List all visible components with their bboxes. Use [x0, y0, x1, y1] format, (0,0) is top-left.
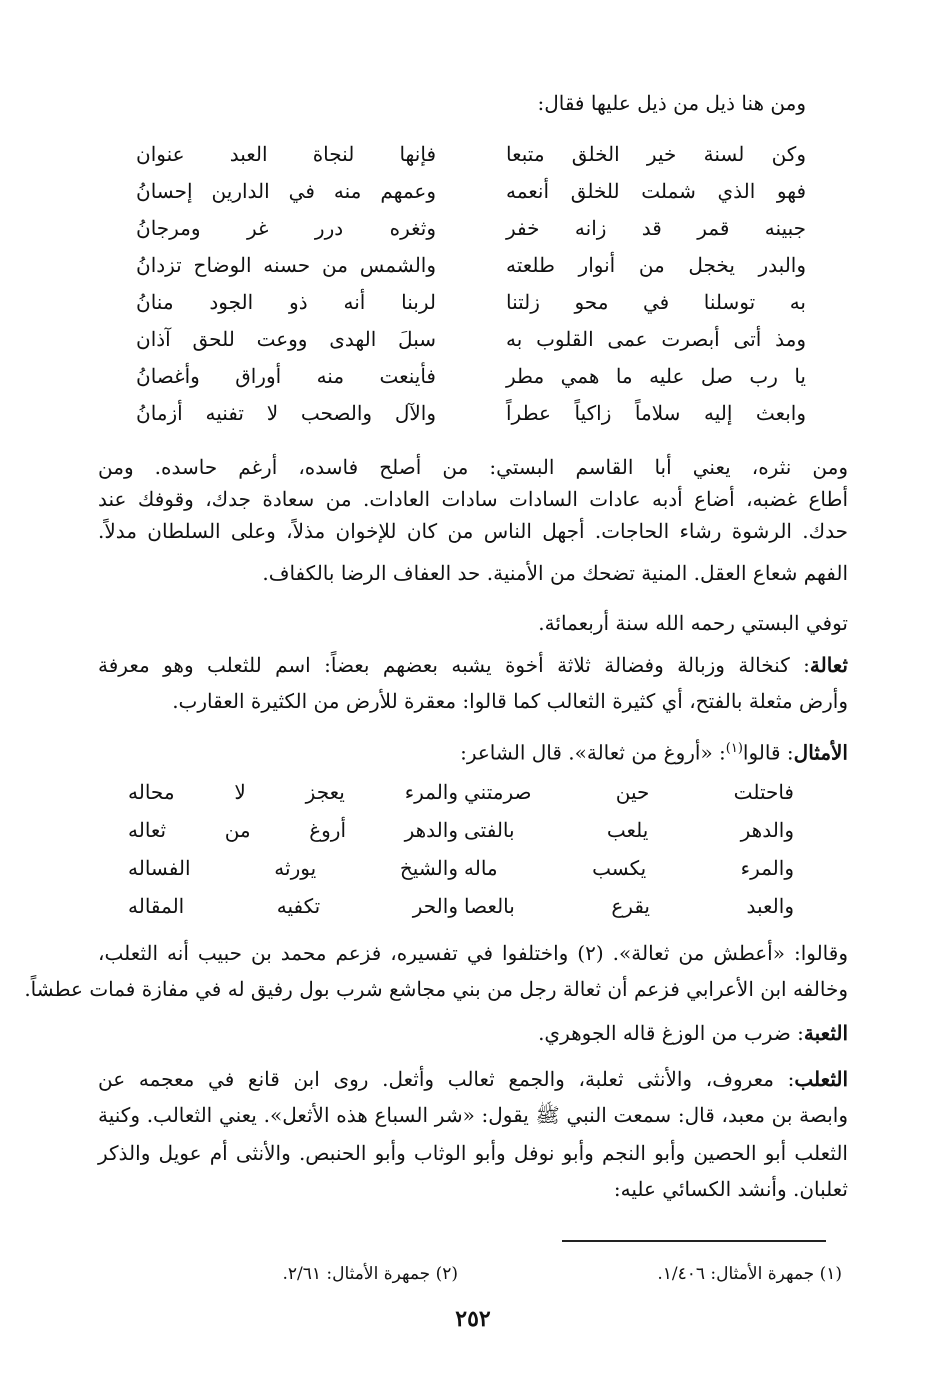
poem1-verse [136, 360, 806, 392]
poem2-hemistich-right: فاحتلت حين صرمتني [464, 780, 794, 804]
poem1-hemistich-right: وابعث إليه سلاماً زاكياً عطراً [506, 401, 806, 425]
poem1-hemistich-right: فهو الذي شملت للخلق أنعمه [506, 179, 806, 203]
poem2-hemistich-right: والمرء يكسب ماله [464, 856, 794, 880]
entry-thuala-line: وأرض مثعلة بالفتح، أي كثيرة الثعالب كما قالوا: معقرة للأرض من الكثيرة العقارب. [172, 689, 848, 713]
paragraph-line: ومن نثره، يعني أبا القاسم البستي: من أصلح فاسده، أرغم حاسده. ومن [98, 455, 848, 479]
entry-headword: ثعالة [809, 653, 848, 677]
poem1-verse [136, 175, 806, 207]
poem2-verse [128, 890, 794, 922]
footnote-2: (٢) جمهرة الأمثال: ٢/٦١. [282, 1264, 458, 1284]
paragraph-line: وقالوا: «أعطش من ثعالة». (٢) واختلفوا في تفسيره، فزعم محمد بن حبيب أنه الثعلب، [98, 941, 848, 965]
paragraph-line: أطاع غضبه، أضاع أدبه عادات السادات سادات العادات. من سعادة جدك، وقوفك عند [98, 487, 848, 511]
poem1-hemistich-left: وثغره درر غر ومرجانُ [136, 216, 436, 240]
entry-thalab-line: وابصة بن معبد، قال: سمعت النبي ﷺ يقول: «شر السباع هذه الأثعل». يعني الثعالب. وكنية [98, 1103, 848, 1127]
poem1-hemistich-right: والبدر يخجل من أنوار طلعته [506, 253, 806, 277]
entry-thalab-line: الثعلب أبو الحصين وأبو النجم وأبو نوفل وأبو الوثاب وأبو الحنبص. والأنثى أم عويل والذكر [98, 1141, 848, 1165]
paragraph-line: وخالفه ابن الأعرابي فزعم أن ثعالة رجل من بني مجاشع شرب بول رفيق له في مفازة فمات عطشاً. [24, 977, 848, 1001]
poem1-hemistich-left: سبلَ الهدى ووعت للحق آذان [136, 327, 436, 351]
poem1-hemistich-left: فأينعت منه أوراق وأغصانُ [136, 364, 436, 388]
death-note: توفي البستي رحمه الله سنة أربعمائة. [538, 611, 848, 635]
poem1-hemistich-left: لربنا أنه ذو الجود منانُ [136, 290, 436, 314]
poem1-hemistich-left: فإنها لنجاة العبد عنوان [136, 142, 436, 166]
poem1-verse [136, 138, 806, 170]
poem1-verse [136, 286, 806, 318]
footnote-1: (١) جمهرة الأمثال: ١/٤٠٦. [657, 1264, 842, 1284]
entry-headword: الثعلب [794, 1067, 848, 1091]
poem2-hemistich-left: والحر تكفيه المقاله [128, 894, 458, 918]
poem1-hemistich-left: والشمس من حسنه الوضاح تزدانُ [136, 253, 436, 277]
poem1-verse [136, 397, 806, 429]
poem2-verse [128, 776, 794, 808]
poem1-verse [136, 323, 806, 355]
entry-thalab-line: الثعلب: معروف، والأنثى ثعلبة، والجمع ثعالب وأثعل. روى ابن قانع في معجمه عن [98, 1067, 848, 1091]
poem1-hemistich-right: ومذ أتى أبصرت عمى القلوب به [506, 327, 806, 351]
poem1-hemistich-right: يا رب صل عليه ما همي مطر [506, 364, 806, 388]
entry-headword: الثعبة [803, 1021, 848, 1045]
poem2-hemistich-left: والدهر أروغ من ثعاله [128, 818, 458, 842]
paragraph-line: حدك. الرشوة رشاء الحاجات. أجهل الناس من كان للإخوان مذلاً، وعلى السلطان مدلاً. [98, 519, 848, 543]
entry-thuaba-line: الثعبة: ضرب من الوزغ قاله الجوهري. [538, 1021, 848, 1045]
poem1-hemistich-left: والآل والصحب لا تفنيه أزمانُ [136, 401, 436, 425]
page-number: ٢٥٢ [455, 1306, 491, 1332]
entry-headword: الأمثال [793, 740, 848, 765]
intro-line: ومن هنا ذيل من ذيل عليها فقال: [537, 91, 806, 115]
entry-thuala-line: ثعالة: كنخالة وزبالة وفضالة ثلاثة أخوة يشبه بعضهم بعضاً: اسم للثعلب وهو معرفة [98, 653, 848, 677]
poem1-hemistich-right: جبينه قمر قد زانه خفر [506, 216, 806, 240]
poem1-verse [136, 212, 806, 244]
paragraph-line: الفهم شعاع العقل. المنية تضحك من الأمنية. حد العفاف الرضا بالكفاف. [262, 561, 848, 585]
poem2-hemistich-left: والشيخ يورثه الفساله [128, 856, 458, 880]
footnote-divider [562, 1240, 826, 1242]
poem2-hemistich-left: والمرء يعجز لا محاله [128, 780, 458, 804]
entry-thalab-line: ثعلبان. وأنشد الكسائي عليه: [613, 1177, 848, 1201]
poem2-verse [128, 852, 794, 884]
poem1-verse [136, 249, 806, 281]
footnote-ref: (١) [725, 741, 743, 756]
amthal-line: الأمثال: قالوا$^{(١)}$: «أروغ من ثعالة». قال الشاعر: [460, 740, 848, 765]
poem2-hemistich-right: والعبد يقرع بالعصا [464, 894, 794, 918]
poem2-verse [128, 814, 794, 846]
poem1-hemistich-left: وعمهم منه في الدارين إحسانُ [136, 179, 436, 203]
poem1-hemistich-right: وكن لسنة خير الخلق متبعا [506, 142, 806, 166]
poem1-hemistich-right: به توسلنا في محو زلتنا [506, 290, 806, 314]
poem2-hemistich-right: والدهر يلعب بالفتى [464, 818, 794, 842]
